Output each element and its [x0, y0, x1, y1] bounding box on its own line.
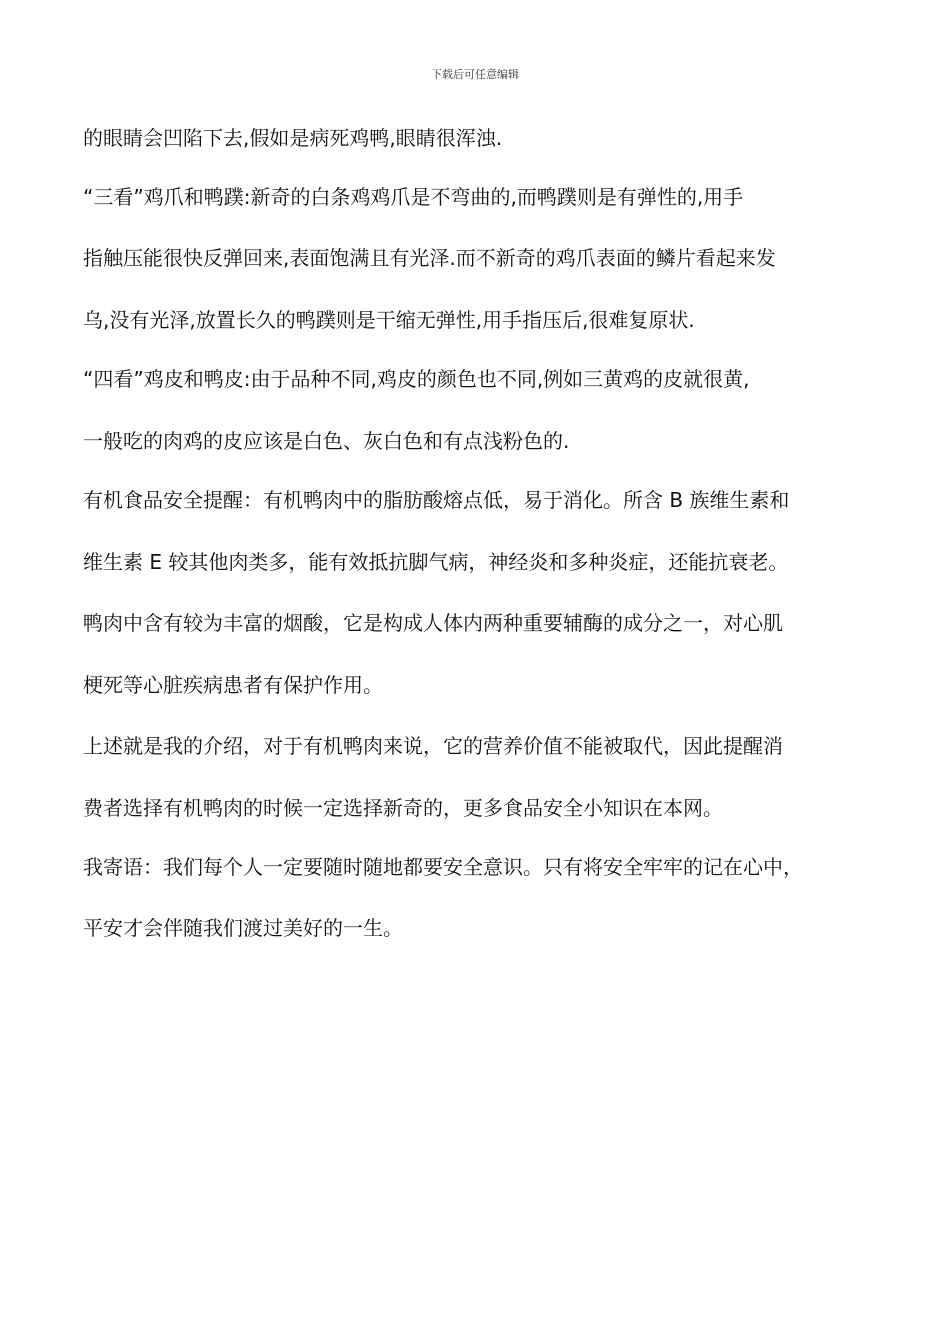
text-line: 有机食品安全提醒：有机鸭肉中的脂肪酸熔点低，易于消化。所含 B 族维生素和 [83, 488, 790, 512]
text-line: 上述就是我的介绍，对于有机鸭肉来说，它的营养价值不能被取代，因此提醒消 [83, 734, 783, 758]
text-line: 的眼睛会凹陷下去,假如是病死鸡鸭,眼睛很浑浊. [83, 126, 503, 150]
text-line: 乌,没有光泽,放置长久的鸭蹼则是干缩无弹性,用手指压后,很难复原状. [83, 308, 695, 332]
page-header: 下载后可任意编辑 [431, 68, 519, 81]
text-line: “三看”鸡爪和鸭蹼:新奇的白条鸡鸡爪是不弯曲的,而鸭蹼则是有弹性的,用手 [83, 185, 744, 209]
text-line: 一般吃的肉鸡的皮应该是白色、灰白色和有点浅粉色的. [83, 429, 570, 453]
text-line: 维生素 E 较其他肉类多，能有效抵抗脚气病，神经炎和多种炎症，还能抗衰老。 [83, 550, 789, 574]
text-line: 梗死等心脏疾病患者有保护作用。 [83, 673, 383, 697]
text-line: 指触压能很快反弹回来,表面饱满且有光泽.而不新奇的鸡爪表面的鳞片看起来发 [83, 246, 776, 270]
text-line: 费者选择有机鸭肉的时候一定选择新奇的，更多食品安全小知识在本网。 [83, 796, 723, 820]
text-line: 平安才会伴随我们渡过美好的一生。 [83, 916, 403, 940]
text-line: “四看”鸡皮和鸭皮:由于品种不同,鸡皮的颜色也不同,例如三黄鸡的皮就很黄, [83, 367, 750, 391]
text-line: 我寄语：我们每个人一定要随时随地都要安全意识。只有将安全牢牢的记在心中， [83, 855, 803, 879]
text-line: 鸭肉中含有较为丰富的烟酸，它是构成人体内两种重要辅酶的成分之一，对心肌 [83, 611, 783, 635]
